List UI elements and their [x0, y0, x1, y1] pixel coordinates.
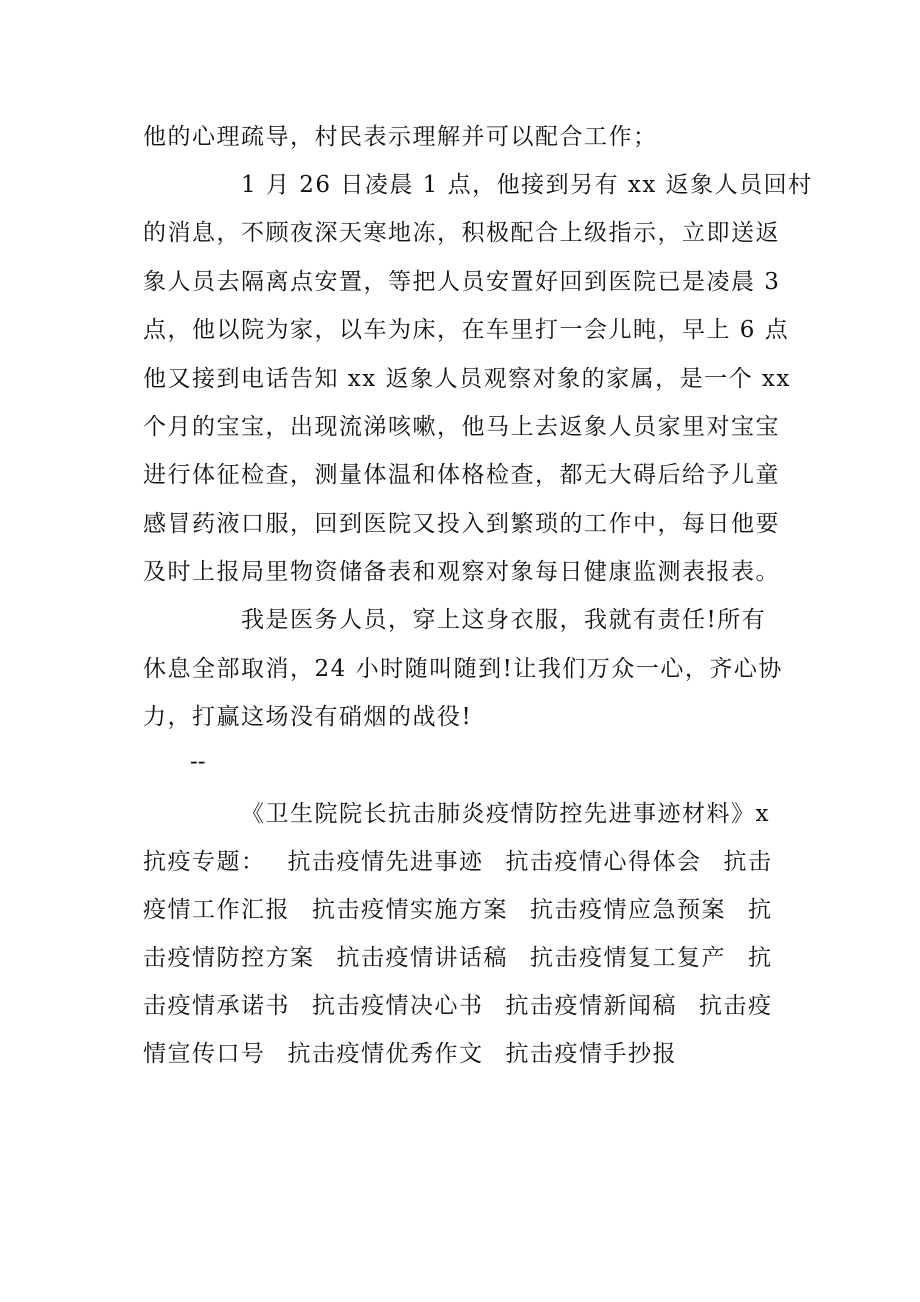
- paragraph-line: 个月的宝宝，出现流涕咳嗽，他马上去返象人员家里对宝宝: [143, 414, 780, 440]
- topic-label: 抗疫专题：: [143, 849, 266, 875]
- paragraph-line: 点，他以院为家，以车为床，在车里打一会儿盹，早上 6 点: [143, 317, 790, 343]
- topic-line: [143, 1030, 699, 1078]
- paragraph-line: 进行体征检查，测量体温和体格检查，都无大碍后给予儿童: [143, 462, 780, 488]
- paragraph-line: 休息全部取消，24 小时随叫随到!让我们万众一心，齐心协: [143, 656, 783, 682]
- topic-link[interactable]: 抗击疫情应急预案: [530, 897, 726, 923]
- topic-link[interactable]: 抗击疫情实施方案: [312, 897, 508, 923]
- paragraph-line: 他的心理疏导，村民表示理解并可以配合工作；: [143, 124, 658, 150]
- topic-line: [143, 934, 795, 982]
- topic-link[interactable]: 抗击疫情心得体会: [505, 849, 702, 875]
- topic-link[interactable]: 疫情工作汇报: [143, 897, 290, 923]
- paragraph-line: 象人员去隔离点安置，等把人员安置好回到医院已是凌晨 3: [143, 269, 781, 295]
- separator: --: [190, 749, 206, 775]
- topic-link[interactable]: 抗: [748, 897, 773, 923]
- topic-line: [143, 838, 795, 886]
- paragraph-line: 力，打赢这场没有硝烟的战役!: [143, 704, 473, 730]
- topic-link[interactable]: 情宣传口号: [143, 1041, 266, 1067]
- topic-link[interactable]: 抗击疫情新闻稿: [505, 993, 677, 1019]
- topic-link[interactable]: 抗击疫情讲话稿: [336, 945, 508, 971]
- topic-link[interactable]: 抗击疫情手抄报: [505, 1041, 677, 1067]
- topic-link[interactable]: 抗击疫情复工复产: [530, 945, 726, 971]
- topic-link[interactable]: 抗: [748, 945, 773, 971]
- topic-link[interactable]: 抗击疫情决心书: [312, 993, 484, 1019]
- paragraph-line: 感冒药液口服，回到医院又投入到繁琐的工作中，每日他要: [143, 511, 780, 537]
- topic-link[interactable]: 抗击疫情先进事迹: [287, 849, 484, 875]
- footer-title: 《卫生院院长抗击肺炎疫情防控先进事迹材料》x: [241, 801, 770, 827]
- topic-line: [143, 886, 795, 934]
- paragraph-line: 他又接到电话告知 xx 返象人员观察对象的家属，是一个 xx: [143, 366, 791, 392]
- topic-link[interactable]: 击疫情承诺书: [143, 993, 290, 1019]
- topic-link[interactable]: 抗击: [723, 849, 773, 875]
- paragraph-line: 的消息，不顾夜深天寒地冻，积极配合上级指示，立即送返: [143, 220, 780, 246]
- topic-line: [143, 982, 795, 1030]
- paragraph-line: 及时上报局里物资储备表和观察对象每日健康监测表报表。: [143, 559, 780, 585]
- paragraph-line: 1 月 26 日凌晨 1 点，他接到另有 xx 返象人员回村: [241, 172, 813, 198]
- paragraph-line: 我是医务人员，穿上这身衣服，我就有责任!所有: [241, 607, 767, 633]
- topic-link[interactable]: 击疫情防控方案: [143, 945, 315, 971]
- topic-link[interactable]: 抗击疫: [699, 993, 773, 1019]
- topic-link[interactable]: 抗击疫情优秀作文: [287, 1041, 484, 1067]
